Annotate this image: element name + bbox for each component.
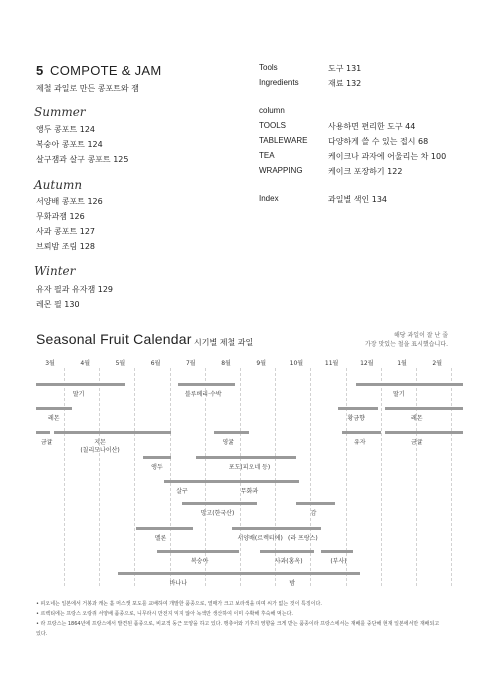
fruit-label: (부사): [330, 558, 347, 565]
fruit-label: 금귤: [410, 439, 423, 446]
month-gridline: [240, 368, 241, 586]
month-gridline: [170, 368, 171, 586]
column-label: TOOLS: [259, 121, 286, 130]
footnote: • 라 프랑스는 1864년에 프랑스에서 발견된 품종으로, 비교적 동근 모양을 하고 있다. 맹츄어와 기후의 영향을 크게 받는 품종이라 프랑스에서는 재배를 중단해 현재 일본에서만 재배되고: [36, 621, 440, 627]
ref-label-ingredients: Ingredients: [259, 78, 299, 87]
season-bar: [182, 502, 257, 505]
column-label: TEA: [259, 151, 275, 160]
month-gridline: [416, 368, 417, 586]
calendar-title: Seasonal Fruit Calendar: [36, 331, 192, 347]
column-value: 사용하면 편리한 도구 44: [328, 122, 416, 131]
calendar-note-line2: 가장 맛있는 철을 표시했습니다.: [365, 341, 448, 348]
season-heading-autumn: Autumn: [34, 178, 83, 192]
season-bar: [36, 407, 72, 410]
column-value: 다양하게 쓸 수 있는 접시 68: [328, 137, 429, 146]
recipe-entry: 앵두 콩포트 124: [36, 125, 96, 134]
season-bar: [321, 550, 353, 553]
chapter-subtitle: 제철 과일로 만든 콩포트와 잼: [36, 84, 139, 93]
chapter-title: COMPOTE & JAM: [50, 63, 162, 78]
fruit-label: 딸기: [393, 391, 405, 398]
chapter-number: 5: [36, 63, 44, 78]
season-bar: [342, 431, 381, 434]
season-bar: [157, 550, 239, 553]
season-bar: [164, 480, 196, 483]
column-value: 케이크나 과자에 어울리는 차 100: [328, 152, 447, 161]
fruit-label: 지몬: [94, 439, 106, 446]
fruit-label: 영귤: [222, 439, 234, 446]
fruit-label: 바나나: [169, 580, 188, 587]
month-label: 11월: [324, 360, 339, 367]
month-gridline: [346, 368, 347, 586]
fruit-label: 살구: [176, 488, 188, 495]
season-bar: [36, 383, 125, 386]
season-bar: [178, 383, 235, 386]
fruit-label: 멜론: [154, 535, 167, 542]
month-gridline: [381, 368, 382, 586]
fruit-label: 블루베리·수박: [184, 391, 222, 398]
recipe-entry: 유자 필과 유자잼 129: [36, 285, 114, 294]
index-value: 과일별 색인 134: [328, 195, 387, 204]
month-label: 10월: [289, 360, 304, 367]
fruit-label: 망고(한국산): [200, 510, 235, 517]
month-gridline: [64, 368, 65, 586]
fruit-label: (라 프랑스): [287, 535, 318, 542]
fruit-label: 레몬: [47, 415, 60, 422]
footnote: 있다.: [36, 631, 48, 637]
column-label: TABLEWARE: [259, 136, 308, 145]
season-bar: [274, 527, 320, 530]
recipe-entry: 사과 콩포트 127: [36, 227, 96, 236]
season-bar: [296, 502, 335, 505]
ref-value-ingredients: 재료 132: [328, 79, 362, 88]
season-bar: [136, 527, 193, 530]
month-label: 5월: [115, 360, 126, 367]
column-value: 케이크 포장하기 122: [328, 167, 403, 176]
fruit-sublabel: (칠리모나이산): [80, 447, 120, 454]
month-gridline: [99, 368, 100, 586]
season-bar: [36, 431, 50, 434]
month-label: 3월: [45, 360, 55, 367]
season-bar: [196, 480, 299, 483]
fruit-label: 포도(피오네 등): [228, 464, 271, 471]
season-bar: [338, 407, 377, 410]
index-label: Index: [259, 194, 279, 203]
month-label: 9월: [256, 360, 266, 367]
season-bar: [214, 431, 250, 434]
season-bar: [143, 456, 171, 459]
column-heading: column: [259, 106, 285, 115]
footnote: • 르렉티에는 프랑스 오랑쥐 서양배 품종으로, 니무라시 만전지 익지 않아 녹색만 생산하여 이미 수확해 후숙해 먹는다.: [36, 611, 293, 617]
fruit-label: 딸기: [72, 391, 85, 398]
footnote: • 피오네는 일본에서 거봉과 캐논 홀 머스캣 포도를 교배하여 개발한 품종으로, 열매가 크고 보라색을 띠며 씨가 없는 것이 특징이다.: [36, 601, 322, 607]
calendar-subtitle: 시기별 제철 과일: [194, 338, 254, 347]
month-label: 7월: [185, 360, 196, 367]
fruit-label: 레몬: [410, 415, 423, 422]
season-heading-summer: Summer: [34, 105, 86, 119]
season-bar: [54, 431, 171, 434]
fruit-label: 황금향: [347, 415, 365, 422]
month-gridline: [275, 368, 276, 586]
fruit-label: 유자: [354, 439, 366, 446]
month-label: 2월: [432, 360, 442, 367]
month-gridline: [134, 368, 135, 586]
recipe-entry: 레몬 필 130: [36, 300, 80, 309]
season-bar: [385, 407, 463, 410]
season-bar: [196, 456, 296, 459]
ref-label-tools: Tools: [259, 63, 278, 72]
fruit-label: 사과(홍옥): [274, 558, 303, 565]
recipe-entry: 살구잼과 살구 콩포트 125: [36, 155, 129, 164]
recipe-entry: 서양배 콩포트 126: [36, 197, 103, 206]
month-label: 4월: [80, 360, 90, 367]
recipe-entry: 복숭아 콩포트 124: [36, 140, 103, 149]
season-bar: [118, 572, 235, 575]
fruit-label: 복숭아: [190, 558, 209, 565]
fruit-label: 밤: [289, 580, 296, 587]
fruit-label: 앵두: [151, 464, 163, 471]
column-label: WRAPPING: [259, 166, 303, 175]
season-bar: [356, 383, 463, 386]
season-bar: [260, 550, 313, 553]
recipe-entry: 브뢰밤 조림 128: [36, 242, 96, 251]
season-bar: [232, 572, 360, 575]
fruit-label: 감: [310, 510, 317, 517]
month-gridline: [310, 368, 311, 586]
month-label: 1월: [397, 360, 407, 367]
month-label: 8월: [221, 360, 231, 367]
month-gridline: [451, 368, 452, 586]
recipe-entry: 무화과잼 126: [36, 212, 85, 221]
month-gridline: [205, 368, 206, 586]
fruit-label: 금귤: [40, 439, 53, 446]
ref-value-tools: 도구 131: [328, 64, 362, 73]
month-label: 6월: [150, 360, 161, 367]
month-label: 12월: [360, 360, 374, 367]
calendar-note-line1: 해당 과일이 잘 난 줄: [394, 332, 448, 339]
fruit-label: 무화과: [240, 488, 259, 495]
fruit-label: 서양배(르렉티에): [237, 535, 283, 542]
season-bar: [385, 431, 463, 434]
season-heading-winter: Winter: [34, 264, 76, 278]
